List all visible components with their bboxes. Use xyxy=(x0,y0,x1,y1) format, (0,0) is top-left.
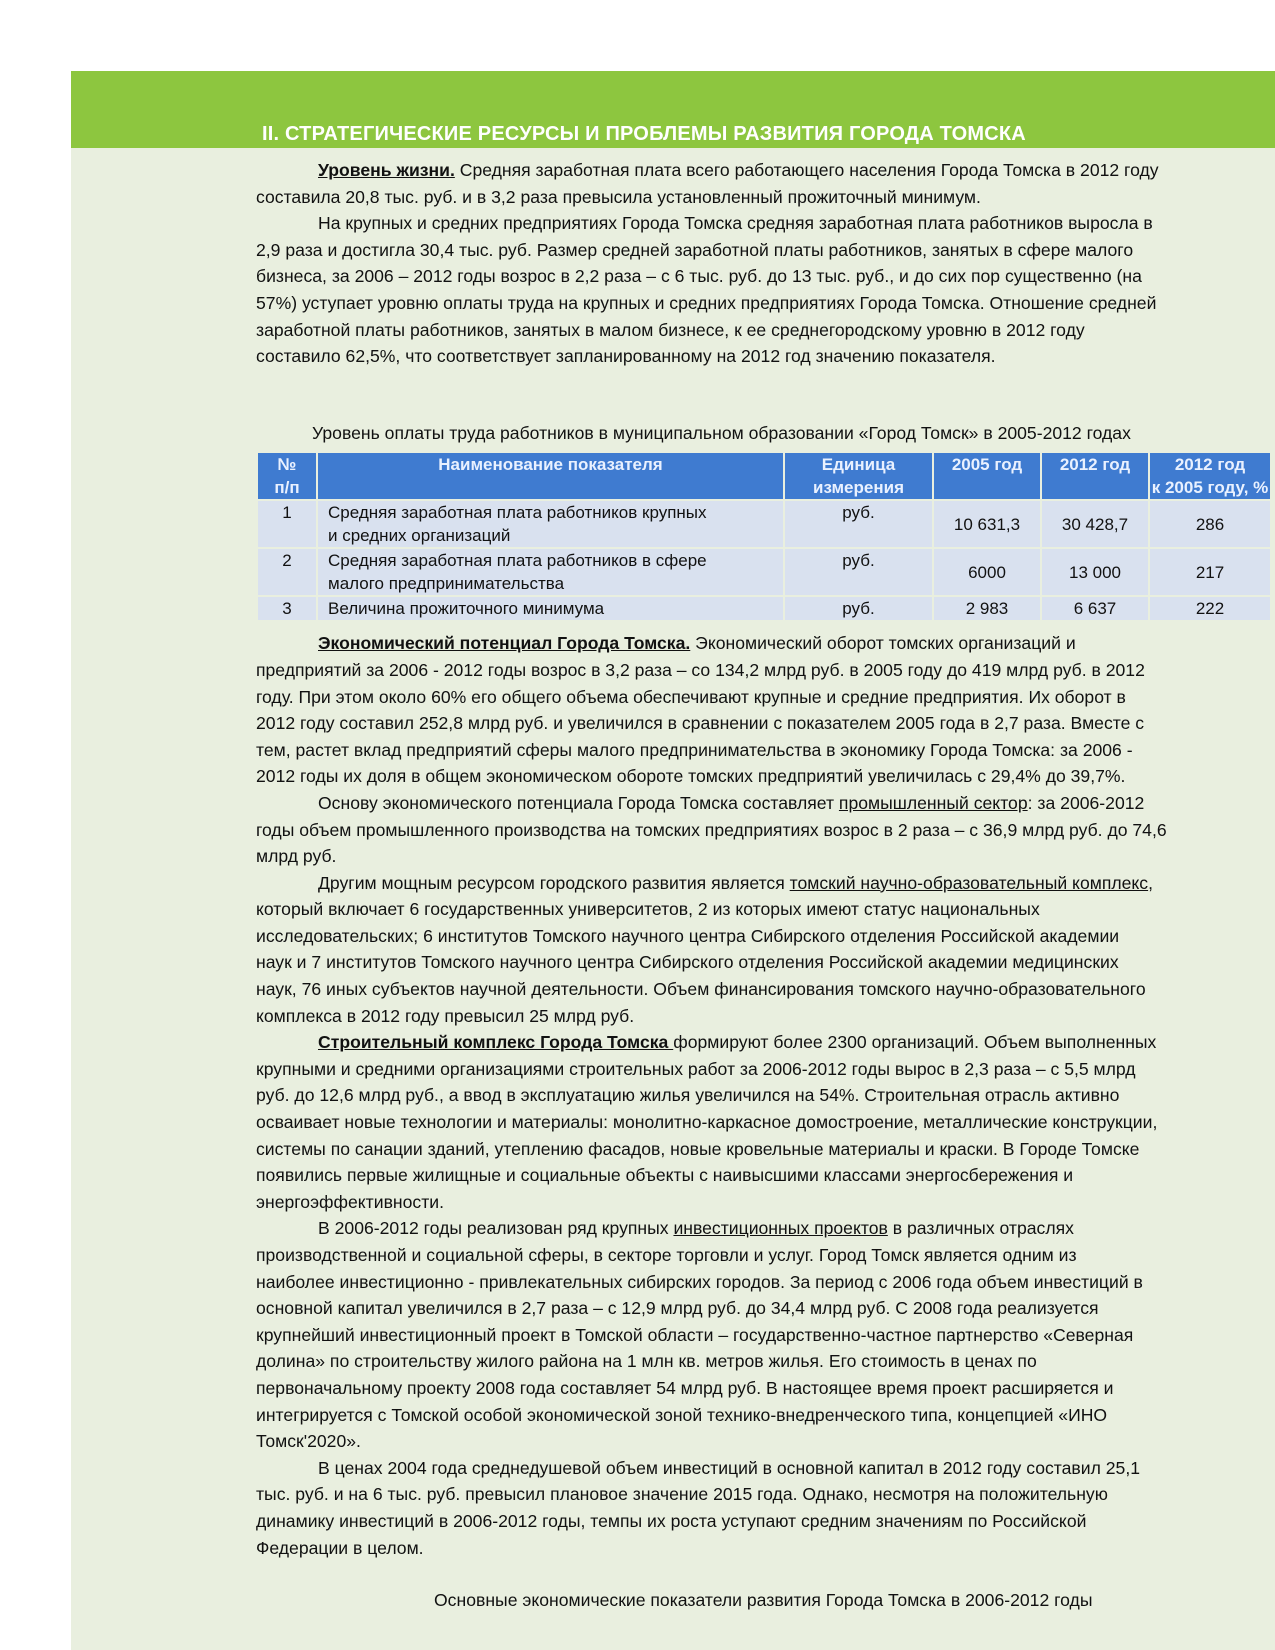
table-caption: Уровень оплаты труда работников в муниципальном образовании «Город Томск» в 2005-2012 годах xyxy=(312,422,1131,443)
paragraph-line: бизнеса, за 2006 – 2012 годы возрос в 2,2 раза – с 6 тыс. руб. до 13 тыс. руб., и до сих пор существенно (на xyxy=(256,266,1142,287)
paragraph-line: На крупных и средних предприятиях Города Томска средняя заработная плата работников выросла в xyxy=(318,213,1153,234)
table-header-row xyxy=(257,452,1271,500)
paragraph-line: 57%) уступает уровню оплаты труда на крупных и средних предприятиях Города Томска. Отношение средней xyxy=(256,292,1157,313)
table-row xyxy=(257,548,1271,596)
paragraph-line xyxy=(256,157,1275,184)
paragraph-line: наук и 7 институтов Томского научного центра Сибирского отделения Российской академии медицинских xyxy=(256,952,1119,973)
table-row xyxy=(257,500,1271,548)
header-2012: 2012 год xyxy=(1041,452,1149,500)
paragraph-line: наиболее инвестиционно - привлекательных сибирских городов. За период с 2006 года объем инвестиций в xyxy=(256,1271,1143,1292)
row-name: Средняя заработная плата работников крупных и средних организаций xyxy=(317,500,784,548)
investment-link: инвестиционных проектов xyxy=(673,1218,888,1239)
row-2005: 6000 xyxy=(933,548,1041,596)
header-2005: 2005 год xyxy=(933,452,1041,500)
text-fragment: формируют более 2300 организаций. Объем выполненных xyxy=(673,1032,1157,1053)
paragraph-line: заработной платы работников, занятых в малом бизнесе, к ее среднегородскому уровню в 2012 году xyxy=(256,319,1085,340)
paragraph-line: В ценах 2004 года среднедушевой объем инвестиций в основной капитал в 2012 году составил 25,1 xyxy=(318,1457,1140,1478)
row-unit: руб. xyxy=(784,548,933,596)
paragraph-line: тем, растет вклад предприятий сферы малого предпринимательства в экономику Города Томска: за 2006 - xyxy=(256,739,1133,760)
row-ratio: 217 xyxy=(1149,548,1271,596)
paragraph-line: году. При этом около 60% его общего объема обеспечивают крупные и средние предприятия. Их оборот в xyxy=(256,686,1126,707)
wage-table xyxy=(256,451,1272,622)
paragraph-line: В 2006-2012 годы реализован ряд крупных инвестиционных проектов в различных отраслях xyxy=(318,1218,1074,1239)
paragraph-living-standard xyxy=(256,157,1275,370)
paragraph-line: годы объем промышленного производства на томских предприятиях возрос в 2 раза – с 36,9 млрд руб. до 74,6 xyxy=(256,819,1167,840)
row-num: 3 xyxy=(257,596,317,621)
paragraph-line: долина» по строительству жилого района на 1 млн кв. метров жилья. Его стоимость в ценах по xyxy=(256,1351,1037,1372)
row-name: Средняя заработная плата работников в сфере малого предпринимательства xyxy=(317,548,784,596)
paragraph-line: первоначальному проекту 2008 года составляет 54 млрд руб. В настоящее время проект расширяется и xyxy=(256,1377,1114,1398)
row-name: Величина прожиточного минимума xyxy=(317,596,784,621)
section-title: II. СТРАТЕГИЧЕСКИЕ РЕСУРСЫ И ПРОБЛЕМЫ РАЗВИТИЯ ГОРОДА ТОМСКА xyxy=(262,123,1026,145)
row-num: 1 xyxy=(257,500,317,548)
row-2012: 30 428,7 xyxy=(1041,500,1149,548)
paragraph-science xyxy=(256,870,1275,1030)
paragraph-per-capita xyxy=(256,1455,1275,1561)
paragraph-line: осваивает новые технологии и материалы: монолитно-каркасное домостроение, металлические конструкции, xyxy=(256,1112,1158,1133)
paragraph-line: крупнейший инвестиционный проект в Томской области – государственно-частное партнерство «Северная xyxy=(256,1324,1134,1345)
paragraph-line: крупными и средними организациями строительных работ за 2006-2012 годы вырос в 2,3 раза – с 5,5 млрд xyxy=(256,1058,1136,1079)
science-link: томский научно-образовательный комплекс xyxy=(789,872,1149,893)
paragraph-line: составила 20,8 тыс. руб. и в 3,2 раза превысила установленный прожиточный минимум. xyxy=(256,186,981,207)
row-2012: 13 000 xyxy=(1041,548,1149,596)
industry-link: промышленный сектор xyxy=(838,792,1028,813)
row-unit: руб. xyxy=(784,500,933,548)
paragraph-line: системы по санации зданий, утеплению фасадов, новые кровельные материалы и краски. В Городе Томске xyxy=(256,1138,1140,1159)
row-2012: 6 637 xyxy=(1041,596,1149,621)
paragraph-line: млрд руб. xyxy=(256,846,337,867)
table-row xyxy=(257,596,1271,621)
paragraph-line: 2,9 раза и достигла 30,4 тыс. руб. Размер средней заработной платы работников, занятых в сфере малого xyxy=(256,239,1134,260)
paragraph-line: Федерации в целом. xyxy=(256,1537,424,1558)
text-fragment: Средняя заработная плата всего работающего населения Города Томска в 2012 году xyxy=(454,160,1159,180)
document-body xyxy=(256,157,1275,1614)
section-banner xyxy=(71,71,1275,148)
paragraph-line: комплекса в 2012 году превысил 25 млрд руб. xyxy=(256,1005,635,1026)
living-standard-heading: Уровень жизни. xyxy=(318,160,455,180)
header-ratio: 2012 год к 2005 году, % xyxy=(1149,452,1271,500)
header-unit: Единица измерения xyxy=(784,452,933,500)
header-num: № п/п xyxy=(257,452,317,500)
paragraph-line: который включает 6 государственных университетов, 2 из которых имеют статус национальных xyxy=(256,899,1040,920)
row-ratio: 286 xyxy=(1149,500,1271,548)
construction-heading: Строительный комплекс Города Томска xyxy=(318,1032,674,1053)
paragraph-line: энергоэффективности. xyxy=(256,1191,444,1212)
row-unit: руб. xyxy=(784,596,933,621)
paragraph-line: основной капитал увеличился в 2,7 раза – с 12,9 млрд руб. до 34,4 млрд руб. С 2008 года реализуется xyxy=(256,1298,1099,1319)
paragraph-line: Основу экономического потенциала Города Томска составляет промышленный сектор: за 2006-2012 xyxy=(318,792,1145,813)
paragraph-economic-potential xyxy=(256,630,1275,790)
paragraph-line: 2012 годы их доля в общем экономическом обороте томских предприятий увеличилась с 29,4% до 39,7%. xyxy=(256,766,1126,787)
paragraph-construction xyxy=(256,1029,1275,1215)
paragraph-line: 2012 году составил 252,8 млрд руб. и увеличился в сравнении с показателем 2005 года в 2,7 раза. Вместе с xyxy=(256,713,1145,734)
header-name: Наименование показателя xyxy=(317,452,784,500)
row-2005: 10 631,3 xyxy=(933,500,1041,548)
paragraph-investment xyxy=(256,1215,1275,1454)
paragraph-line: Другим мощным ресурсом городского развития является томский научно-образовательный комплекс, xyxy=(318,872,1153,893)
row-2005: 2 983 xyxy=(933,596,1041,621)
paragraph-line: производственной и социальной сферы, в секторе торговли и услуг. Город Томск является одним из xyxy=(256,1245,1077,1265)
paragraph-line: исследовательских; 6 институтов Томского научного центра Сибирского отделения Российской академии xyxy=(256,925,1120,946)
paragraph-line: тыс. руб. и на 6 тыс. руб. превысил плановое значение 2015 года. Однако, несмотря на положительную xyxy=(256,1484,1108,1505)
paragraph-line: предприятий за 2006 - 2012 годы возрос в 3,2 раза – со 134,2 млрд руб. в 2005 году до 419 млрд руб. в 2012 xyxy=(256,659,1145,680)
paragraph-line xyxy=(256,1029,1275,1056)
paragraph-line: интегрируется с Томской особой экономической зоной технико-внедренческого типа, концепцией «ИНО xyxy=(256,1404,1108,1425)
paragraph-line: динамику инвестиций в 2006-2012 годы, темпы их роста уступают средним значениям по Российской xyxy=(256,1510,1087,1531)
paragraph-industry xyxy=(256,790,1275,870)
paragraph-line: составило 62,5%, что соответствует запланированному на 2012 год значению показателя. xyxy=(256,346,996,367)
row-num: 2 xyxy=(257,548,317,596)
text-fragment: Экономический оборот томских организаций и xyxy=(690,633,1076,654)
paragraph-line: руб. до 12,6 млрд руб., а ввод в эксплуатацию жилья увеличился на 54%. Строительная отрасль активно xyxy=(256,1085,1120,1106)
next-table-caption: Основные экономические показатели развития Города Томска в 2006-2012 годы xyxy=(434,1590,1093,1611)
paragraph-line: наук, 76 иных субъектов научной деятельности. Объем финансирования томского научно-образовательного xyxy=(256,979,1146,1000)
economic-potential-heading: Экономический потенциал Города Томска. xyxy=(318,633,691,654)
document-page xyxy=(71,71,1275,1650)
paragraph-line xyxy=(256,630,1275,657)
row-ratio: 222 xyxy=(1149,596,1271,621)
paragraph-line: Томск'2020». xyxy=(256,1431,361,1452)
paragraph-line: появились первые жилищные и социальные объекты с наивысшими классами энергосбережения и xyxy=(256,1165,1074,1186)
